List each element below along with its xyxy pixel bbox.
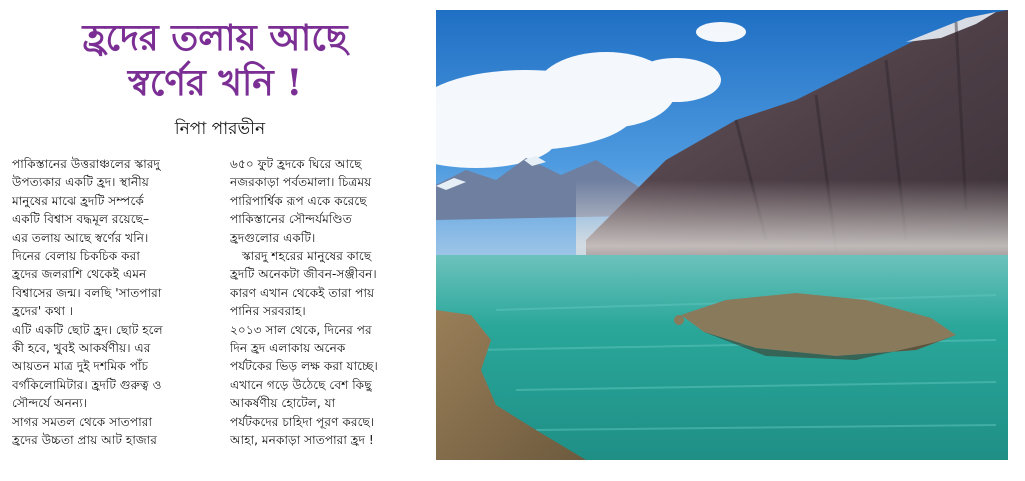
text-line: পর্যটকের ভিড় লক্ষ করা যাচ্ছে। [230, 359, 378, 374]
text-line: সাগর সমতল থেকে সাতপারা [12, 414, 152, 429]
headline-line-2: স্বর্ণের খনি ! [127, 62, 303, 104]
text-line: এটি একটি ছোট হ্রদ। ছোট হলে [12, 322, 163, 337]
text-line: হ্রদের জলরাশি থেকেই এমন [12, 267, 147, 282]
text-line: উপত্যকার একটি হ্রদ। স্থানীয় [12, 175, 149, 190]
text-line: মানুষের মাঝে হ্রদটি সম্পর্কে [12, 193, 144, 208]
text-line: এখানে গড়ে উঠেছে বেশ কিছু [230, 377, 372, 392]
text-line: পর্যটকদের চাহিদা পূরণ করছে। [230, 414, 375, 429]
text-line: আকর্ষণীয় হোটেল, যা [230, 396, 336, 411]
text-line: নজরকাড়া পর্বতমালা। চিত্রময় [230, 175, 372, 190]
text-line: আহা, মনকাড়া সাতপারা হ্রদ ! [230, 433, 374, 448]
text-line: হ্রদের' কথা । [12, 304, 74, 319]
text-line: এর তলায় আছে স্বর্ণের খনি। [12, 230, 149, 245]
text-line: ২০১৩ সাল থেকে, দিনের পর [230, 322, 372, 337]
text-line: সৌন্দর্যে অনন্য। [12, 396, 88, 411]
text-line: হ্রদের উচ্চতা প্রায় আট হাজার [12, 433, 158, 448]
text-line: বিশ্বাসের জন্ম। বলছি 'সাতপারা [12, 285, 162, 300]
text-line: আয়তন মাত্র দুই দশমিক পাঁচ [12, 359, 149, 374]
right-column [230, 155, 428, 450]
left-column [12, 155, 217, 450]
text-line: দিনের বেলায় চিকচিক করা [12, 249, 140, 264]
text-line: হ্রদটি অনেকটা জীবন-সঞ্জীবন। [230, 267, 377, 282]
headline [10, 16, 420, 106]
mountain-lake-photo [436, 10, 1008, 460]
byline: নিপা পারভীন [174, 119, 266, 139]
text-line: বর্গকিলোমিটার। হ্রদটি গুরুত্ব ও [12, 377, 162, 392]
article-text-block [0, 0, 432, 481]
islet [674, 315, 684, 325]
text-line: পানির সরবরাহ। [230, 304, 306, 319]
text-line: একটি বিশ্বাস বদ্ধমূল রয়েছে– [12, 212, 150, 227]
text-line: ৬৫০ ফুট হ্রদকে ঘিরে আছে [230, 157, 362, 171]
text-line: পাকিস্তানের উত্তরাঞ্চলের স্কারদু [12, 157, 160, 171]
text-line: পাকিস্তানের সৌন্দর্যমণ্ডিত [230, 212, 352, 227]
text-line: পারিপার্শ্বিক রূপ একে করেছে [230, 193, 367, 208]
text-line: কারণ এখান থেকেই তারা পায় [230, 285, 375, 300]
text-line: স্কারদু শহরের মানুষের কাছে [242, 249, 372, 264]
text-line: দিন হ্রদ এলাকায় অনেক [230, 341, 346, 356]
headline-line-1: হ্রদের তলায় আছে [82, 17, 348, 59]
text-line: হ্রদগুলোর একটি। [230, 230, 316, 245]
text-line: কী হবে, খুবই আকর্ষণীয়। এর [12, 341, 151, 356]
